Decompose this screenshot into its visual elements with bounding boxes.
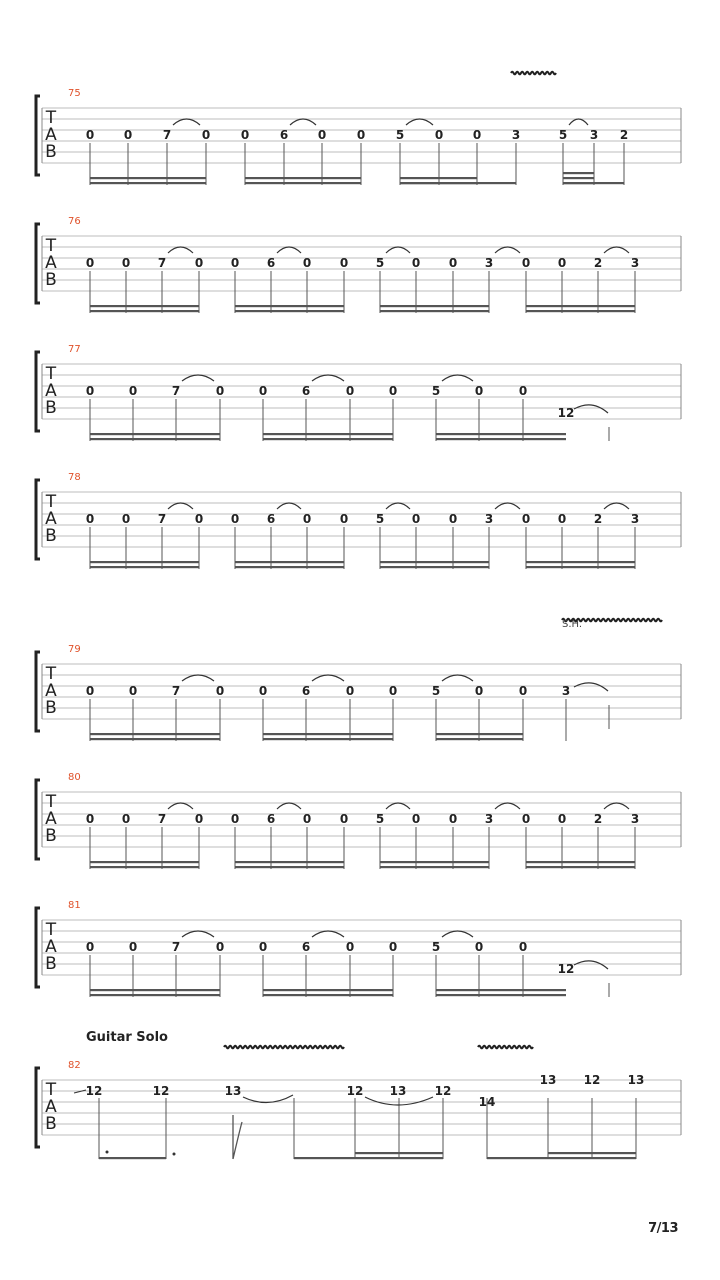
fret-number: 6	[301, 940, 311, 954]
fret-number: 0	[258, 684, 268, 698]
tie-arc	[442, 675, 473, 681]
fret-number: 0	[388, 384, 398, 398]
tie-arc	[277, 503, 301, 509]
vibrato-mark	[478, 1046, 533, 1049]
fret-number: 0	[448, 256, 458, 270]
system-bracket	[36, 1068, 40, 1147]
beam	[563, 177, 594, 179]
fret-number: 0	[518, 384, 528, 398]
tie-arc	[495, 803, 520, 809]
fret-number: 7	[171, 684, 181, 698]
beam	[90, 861, 199, 863]
beam	[90, 994, 220, 996]
tab-clef-letter: T	[45, 108, 57, 128]
tie-arc	[574, 683, 608, 691]
sh-label: S.H.	[562, 619, 583, 630]
beam	[90, 561, 199, 563]
fret-number: 5	[375, 256, 385, 270]
fret-number: 12	[434, 1084, 452, 1098]
fret-number: 0	[345, 684, 355, 698]
system-bracket	[36, 224, 40, 303]
beam	[263, 433, 393, 435]
beam	[400, 182, 516, 184]
tab-clef-letter: T	[45, 664, 57, 684]
measure-number: 80	[68, 772, 81, 783]
measure-number: 82	[68, 1060, 81, 1071]
fret-number: 0	[521, 512, 531, 526]
fret-number: 5	[431, 384, 441, 398]
beam	[526, 566, 635, 568]
fret-number: 3	[630, 812, 640, 826]
beam	[263, 738, 393, 740]
fret-number: 5	[431, 684, 441, 698]
fret-number: 7	[171, 384, 181, 398]
fret-number: 5	[558, 128, 568, 142]
tab-clef-letter: B	[45, 398, 57, 418]
fret-number: 12	[346, 1084, 364, 1098]
tie-arc	[168, 803, 193, 809]
fret-number: 0	[194, 812, 204, 826]
beam	[235, 866, 344, 868]
beam	[235, 561, 344, 563]
tie-arc	[495, 503, 520, 509]
fret-number: 6	[266, 256, 276, 270]
tie-arc	[312, 375, 344, 381]
measure-number: 76	[68, 216, 81, 227]
tab-clef-letter: T	[45, 364, 57, 384]
fret-number: 0	[339, 256, 349, 270]
flag	[233, 1115, 242, 1159]
beam	[90, 566, 199, 568]
beam	[380, 305, 489, 307]
tie-arc	[406, 119, 433, 125]
fret-number: 0	[557, 512, 567, 526]
tie-arc	[182, 375, 214, 381]
fret-number: 0	[302, 512, 312, 526]
fret-number: 0	[201, 128, 211, 142]
fret-number: 0	[448, 512, 458, 526]
beam	[436, 433, 566, 435]
tab-clef-letter: A	[45, 1097, 57, 1117]
tie-arc	[277, 803, 301, 809]
beam	[400, 177, 477, 179]
fret-number: 0	[128, 940, 138, 954]
tie-arc	[442, 931, 473, 937]
beam	[548, 1152, 636, 1154]
fret-number: 0	[240, 128, 250, 142]
beam	[99, 1157, 166, 1159]
beam	[90, 177, 206, 179]
tab-clef-letter: B	[45, 826, 57, 846]
tie-arc	[243, 1095, 293, 1103]
fret-number: 0	[215, 684, 225, 698]
tab-clef-letter: A	[45, 509, 57, 529]
fret-number: 3	[484, 812, 494, 826]
tie-arc	[312, 931, 344, 937]
fret-number: 3	[511, 128, 521, 142]
beam	[436, 994, 566, 996]
fret-number: 0	[411, 812, 421, 826]
fret-number: 0	[518, 940, 528, 954]
tab-clef-letter: A	[45, 125, 57, 145]
beam	[436, 438, 566, 440]
fret-number: 5	[375, 812, 385, 826]
beam	[563, 182, 594, 184]
tab-clef-letter: A	[45, 253, 57, 273]
fret-number: 0	[302, 256, 312, 270]
beam	[380, 566, 489, 568]
fret-number: 2	[593, 512, 603, 526]
fret-number: 0	[230, 812, 240, 826]
tab-clef-letter: B	[45, 270, 57, 290]
tab-clef-letter: A	[45, 381, 57, 401]
tie-arc	[604, 803, 629, 809]
beam	[235, 861, 344, 863]
fret-number: 0	[356, 128, 366, 142]
beam	[487, 1157, 636, 1159]
fret-number: 0	[121, 812, 131, 826]
beam	[526, 866, 635, 868]
tie-arc	[277, 247, 301, 253]
fret-number: 0	[302, 812, 312, 826]
fret-number: 0	[317, 128, 327, 142]
fret-number: 12	[557, 962, 575, 976]
fret-number: 13	[627, 1073, 645, 1087]
measure-number: 78	[68, 472, 81, 483]
beam	[245, 182, 361, 184]
fret-number: 2	[593, 812, 603, 826]
tab-system	[36, 1060, 681, 1159]
fret-number: 0	[194, 256, 204, 270]
measure-number: 79	[68, 644, 81, 655]
tie-arc	[604, 247, 629, 253]
beam	[526, 310, 635, 312]
fret-number: 0	[128, 684, 138, 698]
fret-number: 0	[123, 128, 133, 142]
fret-number: 12	[152, 1084, 170, 1098]
fret-number: 6	[301, 684, 311, 698]
beam	[90, 182, 206, 184]
fret-number: 6	[301, 384, 311, 398]
fret-number: 0	[472, 128, 482, 142]
beam	[294, 1157, 443, 1159]
fret-number: 0	[215, 940, 225, 954]
fret-number: 0	[448, 812, 458, 826]
tie-arc	[386, 247, 410, 253]
fret-number: 0	[258, 384, 268, 398]
fret-number: 7	[162, 128, 172, 142]
fret-number: 3	[630, 256, 640, 270]
fret-number: 13	[539, 1073, 557, 1087]
beam	[526, 561, 635, 563]
fret-number: 5	[375, 512, 385, 526]
system-bracket	[36, 652, 40, 731]
fret-number: 14	[478, 1095, 496, 1109]
fret-number: 0	[521, 256, 531, 270]
vibrato-mark	[511, 72, 556, 75]
measure-number: 75	[68, 88, 81, 99]
tie-arc	[312, 675, 344, 681]
beam	[526, 861, 635, 863]
beam	[235, 305, 344, 307]
beam	[90, 305, 199, 307]
fret-number: 3	[484, 512, 494, 526]
tie-arc	[182, 675, 214, 681]
fret-number: 12	[85, 1084, 103, 1098]
tab-system	[36, 644, 681, 741]
beam	[263, 994, 393, 996]
tab-clef-letter: B	[45, 526, 57, 546]
fret-number: 0	[557, 812, 567, 826]
tie-arc	[574, 405, 608, 413]
tab-system	[36, 344, 681, 441]
fret-number: 0	[230, 256, 240, 270]
system-bracket	[36, 352, 40, 431]
tab-clef-letter: B	[45, 954, 57, 974]
fret-number: 0	[121, 512, 131, 526]
beam	[355, 1152, 443, 1154]
tab-clef-letter: T	[45, 236, 57, 256]
fret-number: 7	[157, 512, 167, 526]
beam	[263, 733, 393, 735]
beam	[263, 438, 393, 440]
dot	[106, 1151, 109, 1154]
fret-number: 12	[583, 1073, 601, 1087]
fret-number: 0	[85, 512, 95, 526]
system-bracket	[36, 96, 40, 175]
fret-number: 0	[411, 512, 421, 526]
fret-number: 0	[85, 684, 95, 698]
fret-number: 0	[128, 384, 138, 398]
fret-number: 0	[411, 256, 421, 270]
beam	[436, 738, 523, 740]
fret-number: 0	[518, 684, 528, 698]
beam	[436, 989, 566, 991]
beam	[380, 866, 489, 868]
fret-number: 6	[266, 812, 276, 826]
system-bracket	[36, 908, 40, 987]
fret-number: 0	[215, 384, 225, 398]
tab-clef-letter: B	[45, 698, 57, 718]
fret-number: 3	[589, 128, 599, 142]
tie-arc	[386, 803, 410, 809]
tab-clef-letter: A	[45, 937, 57, 957]
beam	[90, 866, 199, 868]
system-bracket	[36, 780, 40, 859]
tie-arc	[290, 119, 316, 125]
tie-arc	[182, 931, 214, 937]
beam	[90, 733, 220, 735]
beam	[90, 433, 220, 435]
fret-number: 3	[561, 684, 571, 698]
dot	[173, 1153, 176, 1156]
beam	[380, 310, 489, 312]
tab-clef-letter: A	[45, 809, 57, 829]
fret-number: 0	[85, 812, 95, 826]
fret-number: 0	[85, 256, 95, 270]
fret-number: 0	[474, 940, 484, 954]
beam	[380, 561, 489, 563]
tab-system	[36, 472, 681, 569]
fret-number: 0	[388, 684, 398, 698]
beam	[245, 177, 361, 179]
tab-clef-letter: T	[45, 920, 57, 940]
beam	[526, 305, 635, 307]
fret-number: 5	[431, 940, 441, 954]
fret-number: 3	[630, 512, 640, 526]
beam	[380, 861, 489, 863]
fret-number: 0	[258, 940, 268, 954]
beam	[90, 310, 199, 312]
fret-number: 0	[85, 128, 95, 142]
fret-number: 12	[557, 406, 575, 420]
tab-system	[36, 772, 681, 869]
tab-clef-letter: B	[45, 1114, 57, 1134]
fret-number: 0	[85, 384, 95, 398]
fret-number: 0	[434, 128, 444, 142]
fret-number: 7	[157, 256, 167, 270]
beam	[235, 310, 344, 312]
beam	[563, 172, 594, 174]
fret-number: 0	[388, 940, 398, 954]
fret-number: 0	[345, 940, 355, 954]
fret-number: 3	[484, 256, 494, 270]
fret-number: 0	[474, 684, 484, 698]
fret-number: 0	[345, 384, 355, 398]
beam	[235, 566, 344, 568]
fret-number: 6	[266, 512, 276, 526]
fret-number: 0	[121, 256, 131, 270]
beam	[263, 989, 393, 991]
tab-clef-letter: A	[45, 681, 57, 701]
fret-number: 0	[557, 256, 567, 270]
fret-number: 7	[157, 812, 167, 826]
tie-arc	[168, 503, 193, 509]
tab-system	[36, 216, 681, 313]
tie-arc	[442, 375, 473, 381]
tie-arc	[574, 961, 608, 969]
section-label: Guitar Solo	[86, 1030, 168, 1045]
beam	[90, 738, 220, 740]
tie-arc	[173, 119, 200, 125]
measure-number: 81	[68, 900, 81, 911]
fret-number: 0	[85, 940, 95, 954]
fret-number: 0	[474, 384, 484, 398]
tie-arc	[168, 247, 193, 253]
tie-arc	[495, 247, 520, 253]
tie-arc	[569, 119, 588, 125]
tie-arc	[604, 503, 629, 509]
fret-number: 7	[171, 940, 181, 954]
fret-number: 2	[619, 128, 629, 142]
fret-number: 2	[593, 256, 603, 270]
fret-number: 0	[194, 512, 204, 526]
tab-system	[36, 900, 681, 997]
fret-number: 5	[395, 128, 405, 142]
fret-number: 0	[521, 812, 531, 826]
vibrato-mark	[224, 1046, 344, 1049]
fret-number: 0	[230, 512, 240, 526]
measure-number: 77	[68, 344, 81, 355]
system-bracket	[36, 480, 40, 559]
tie-arc	[386, 503, 410, 509]
tab-clef-letter: T	[45, 792, 57, 812]
tab-clef-letter: B	[45, 142, 57, 162]
tab-system	[36, 88, 681, 185]
fret-number: 13	[389, 1084, 407, 1098]
fret-number: 0	[339, 512, 349, 526]
fret-number: 0	[339, 812, 349, 826]
fret-number: 13	[224, 1084, 242, 1098]
beam	[90, 438, 220, 440]
beam	[436, 733, 523, 735]
page-number: 7/13	[648, 1221, 678, 1236]
tab-clef-letter: T	[45, 1080, 57, 1100]
beam	[90, 989, 220, 991]
fret-number: 6	[279, 128, 289, 142]
tab-clef-letter: T	[45, 492, 57, 512]
